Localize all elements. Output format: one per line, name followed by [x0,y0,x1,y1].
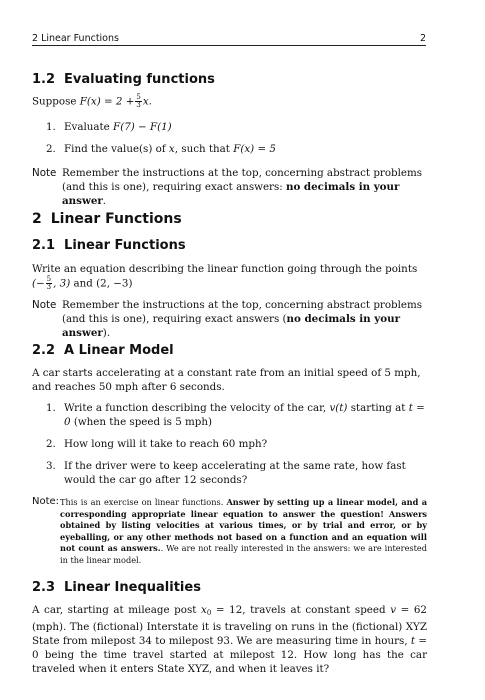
bold-text: Answer by setting up a linear model, and a corresponding appropriate linear equation to answer the question! Answers obtained by listing velocities at various times, or by trial and error, or by eyeballing, or any other methods not based on a function and an equation will not count as answers. [60,497,427,553]
note-label: Note: [32,496,60,507]
chapter-heading-2 [32,210,182,228]
math-expression: F(7) − F(1) [113,121,172,133]
math-expression: x [168,143,175,155]
text-run: Remember the instructions at the top, concerning abstract problems (and this is one), requiring exact answers: [62,167,423,193]
section-number: 1.2 [32,72,56,87]
fraction-numerator: 5 [46,275,52,283]
list-number: 1. [46,402,56,414]
note-label: Note [32,167,57,179]
math-subscript: 0 [206,609,212,617]
math-expression: , 3) [53,277,71,290]
math-expression: x. [142,95,152,108]
section-heading-1-2 [32,72,215,88]
section-title: Evaluating functions [64,72,215,87]
text-run: and (2, −3) [73,277,133,290]
section-heading-2-3 [32,580,201,596]
paragraph-linear-inequalities [32,603,427,676]
fraction-denominator: 3 [46,283,52,291]
math-expression: (− [32,277,45,290]
text-run: ). [102,327,111,339]
section-title: Linear Functions [50,211,182,227]
text-run: A car, starting at mileage post [32,604,202,616]
text-run: (when the speed is 5 mph) [70,416,213,428]
section-number: 2 [32,211,42,227]
math-expression: v(t) [329,402,348,414]
math-expression: F(x) = 2 + [79,95,135,108]
fraction [46,276,52,291]
text-run: = 12, travels at constant speed [211,604,391,616]
text-run: Evaluate [64,121,114,133]
bold-text: no decimals in your answer [62,313,401,339]
list-number: 1. [46,121,56,133]
list-number: 3. [46,460,56,472]
text-run: Write a function describing the velocity of the car, [64,402,330,414]
math-variable: x [201,604,207,616]
fraction [135,94,141,109]
text-run: This is an exercise on linear functions. [60,497,227,507]
header-page-number: 2 [419,33,426,44]
fraction-denominator: 3 [136,101,141,109]
section-number: 2.3 [32,580,56,595]
header-chapter-title: 2 Linear Functions [32,33,119,44]
list-text: How long will it take to reach 60 mph? [64,438,268,450]
section-heading-2-2 [32,343,174,359]
list-number: 2. [46,143,56,155]
math-variable: v [390,604,397,616]
text-run: = 0 being the time travel started at milepost 12. How long has the car traveled when it enters State XYZ, and when it leaves it? [32,635,428,675]
text-run: Remember the instructions at the top, concerning abstract problems (and this is one), requiring exact answers ( [62,299,423,325]
text-run: Find the value(s) of [64,143,169,155]
text-run: . We are not really interested in the answers: we are interested in the linear model. [60,543,427,565]
list-text: If the driver were to keep accelerating at the same rate, how fast would the car go after 12 seconds? [64,460,406,486]
paragraph-suppose [32,94,427,109]
math-variable: t [410,635,416,647]
note-label: Note [32,299,57,311]
text-run: . [102,195,107,207]
text-run: A car starts accelerating at a constant rate from an initial speed of 5 mph, and reaches 50 mph after 6 seconds. [32,367,421,393]
text-run: starting at [347,402,409,414]
text-run: = 62 (mph). The (fictional) Interstate it is traveling on runs in the (fictional) XYZ State from milepost 34 to milepost 93. We are measuring time in hours, [32,604,427,647]
section-title: Linear Inequalities [64,580,201,595]
section-number: 2.1 [32,238,56,253]
text-run: Write an equation describing the linear function going through the points [32,263,418,275]
running-header [32,31,426,46]
fraction-numerator: 5 [136,93,141,101]
math-expression: F(x) = 5 [233,143,276,155]
paragraph-car-acceleration [32,366,427,394]
section-heading-2-1 [32,238,186,254]
text-run: , such that [174,143,234,155]
text-run: Suppose [32,95,80,108]
paragraph-linear-function [32,262,427,291]
list-number: 2. [46,438,56,450]
section-title: A Linear Model [64,343,174,358]
bold-text: no decimals in your answer [62,181,400,207]
section-number: 2.2 [32,343,56,358]
math-expression: t = 0 [64,402,425,428]
section-title: Linear Functions [64,238,186,253]
